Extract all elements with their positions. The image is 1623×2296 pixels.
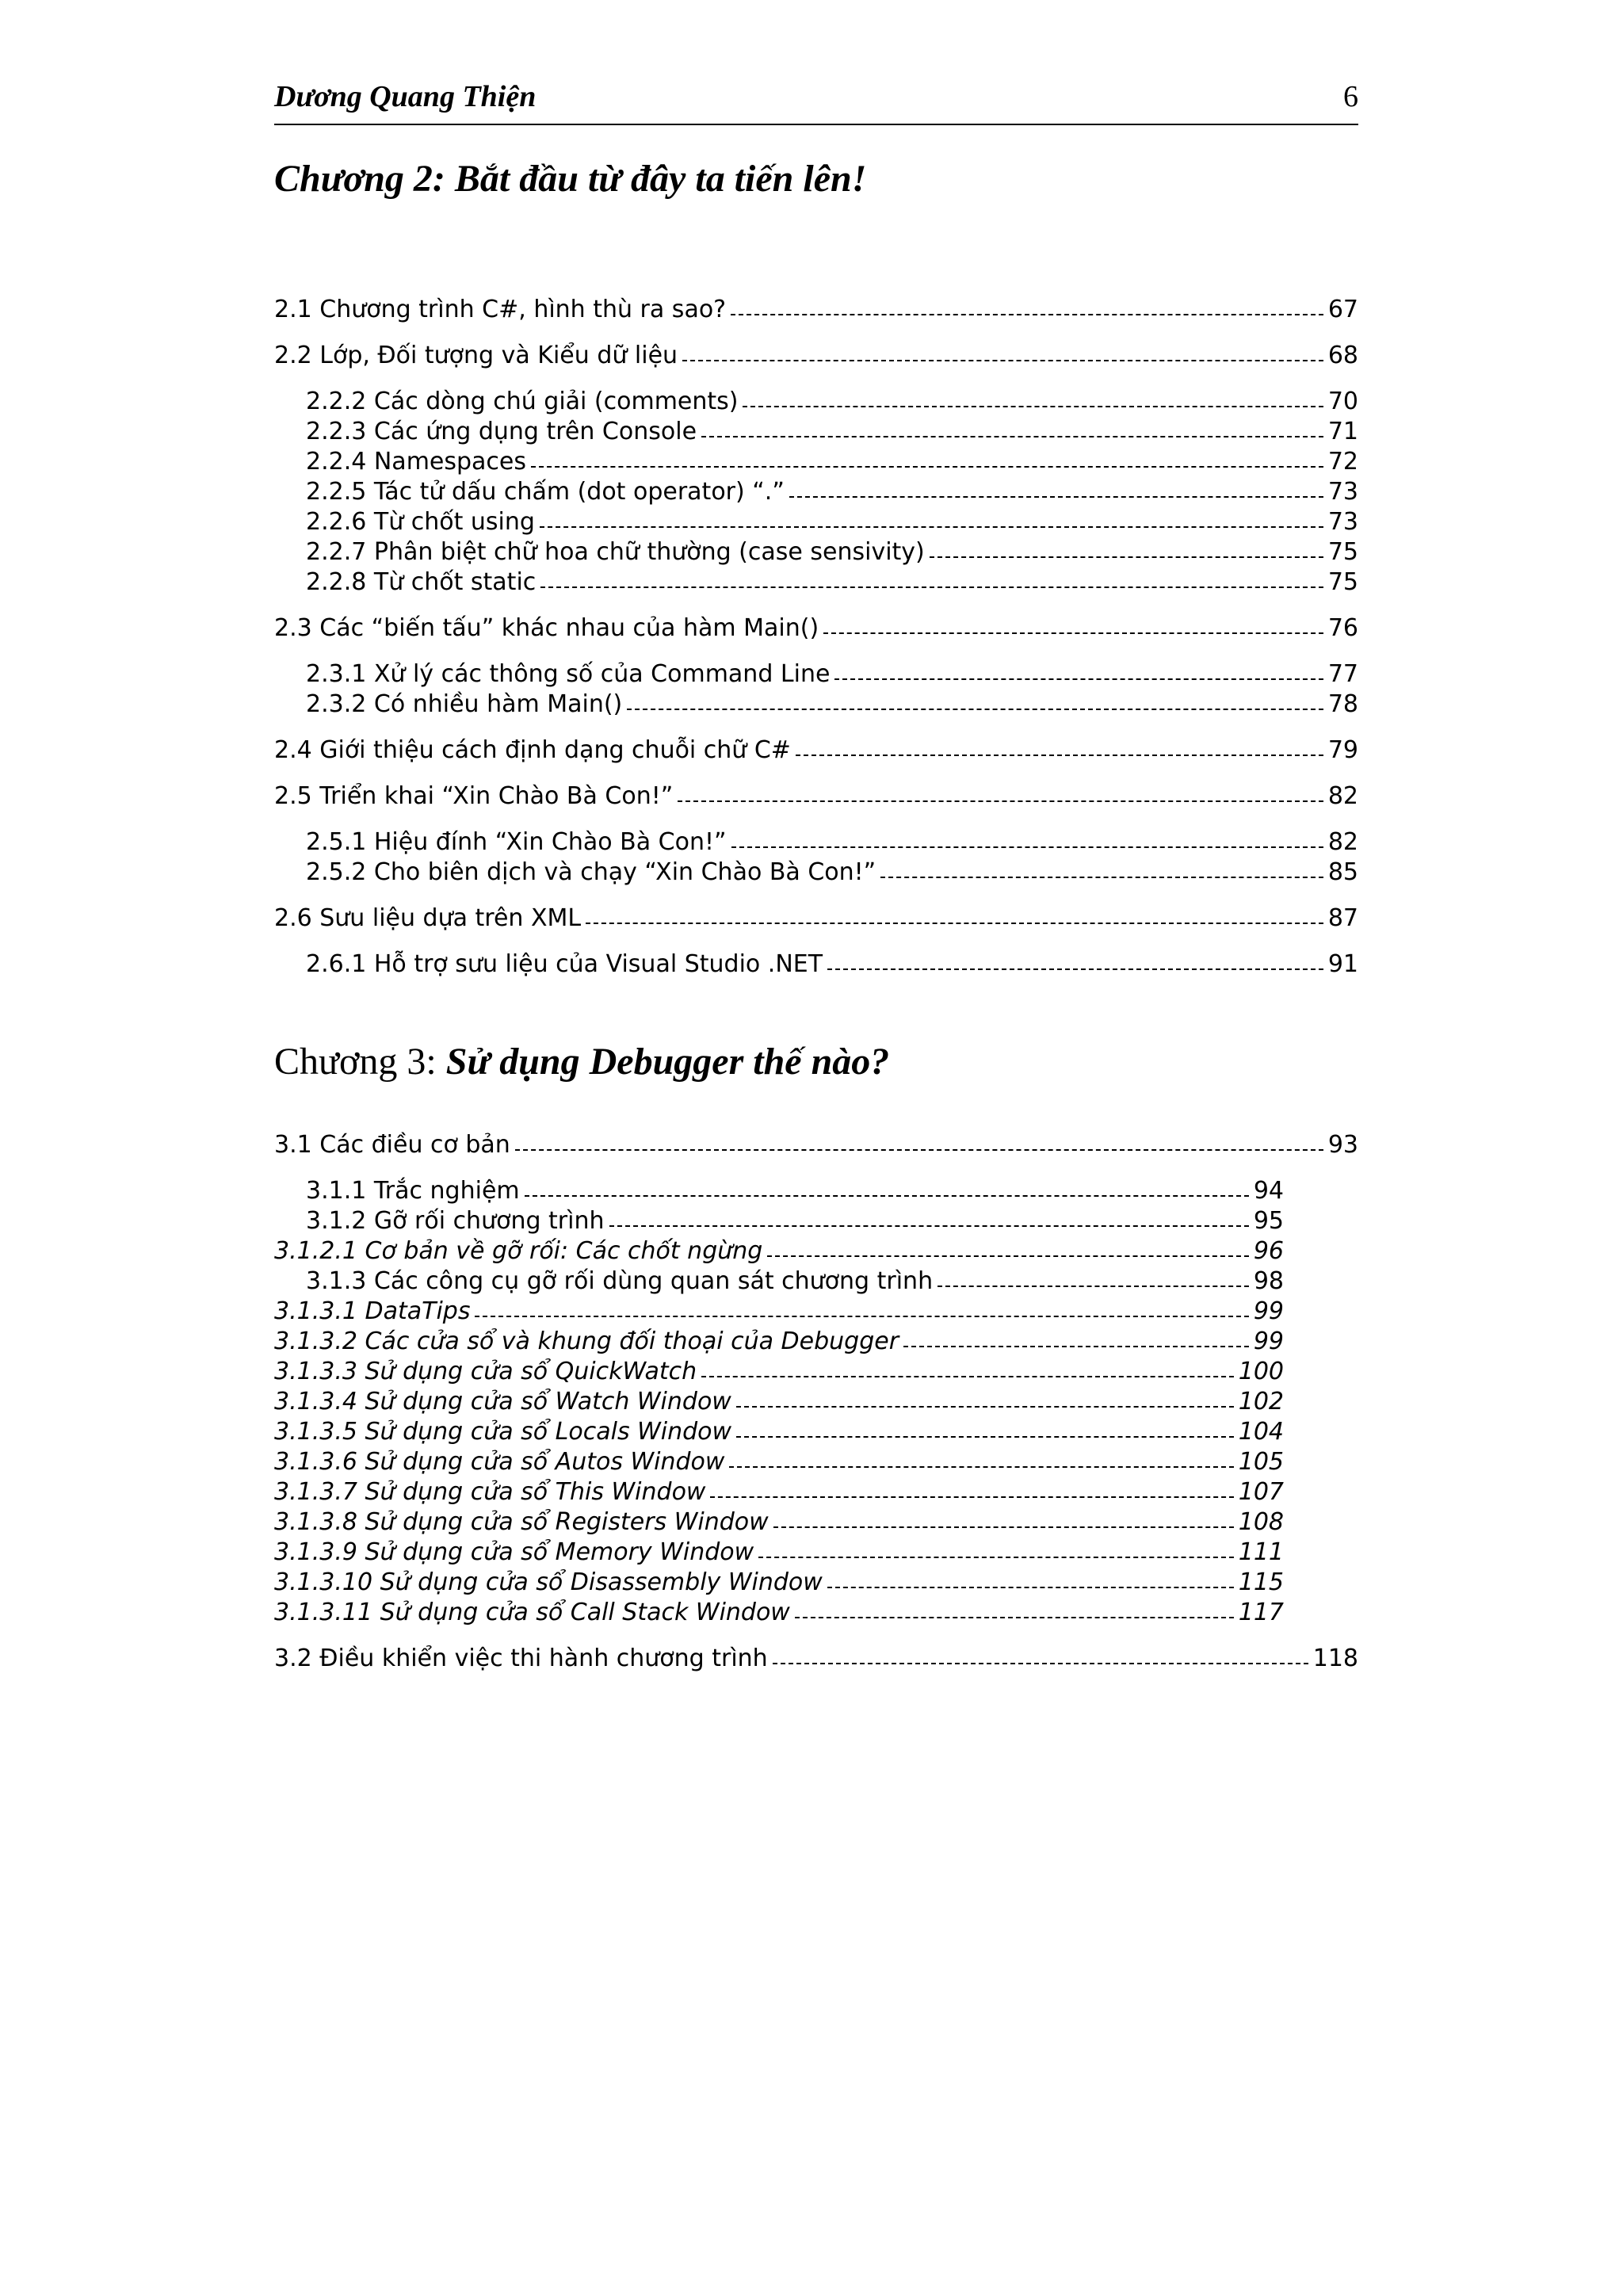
toc-page-number: 100 <box>1238 1358 1284 1385</box>
toc-page-number: 96 <box>1253 1237 1284 1265</box>
toc-page-number: 73 <box>1327 508 1358 536</box>
toc-entry[interactable]: 2.2.6 Từ chốt using 73 <box>306 508 1358 536</box>
toc-page-number: 117 <box>1238 1599 1284 1626</box>
toc-entry[interactable]: 2.2.2 Các dòng chú giải (comments) 70 <box>306 388 1358 415</box>
dot-leader <box>736 1406 1234 1408</box>
toc-page-number: 67 <box>1327 296 1358 323</box>
toc-page-number: 82 <box>1327 828 1358 856</box>
dot-leader <box>930 556 1323 558</box>
toc-page-number: 85 <box>1327 858 1358 886</box>
toc-entry[interactable]: 2.5.2 Cho biên dịch và chạy “Xin Chào Bà Con!” 85 <box>306 858 1358 886</box>
toc-entry[interactable]: 2.6.1 Hỗ trợ sưu liệu của Visual Studio .NET 91 <box>306 950 1358 978</box>
dot-leader <box>710 1496 1233 1498</box>
toc-page-number: 71 <box>1327 418 1358 445</box>
dot-leader <box>773 1526 1234 1528</box>
toc-page-number: 105 <box>1238 1448 1284 1476</box>
toc-entry[interactable]: 3.1.3 Các công cụ gỡ rối dùng quan sát chương trình 98 <box>306 1267 1284 1295</box>
toc-page-number: 107 <box>1238 1478 1284 1506</box>
chapter-2-title: Chương 2: Bắt đầu từ đây ta tiến lên! <box>274 158 867 200</box>
dot-leader <box>731 314 1323 315</box>
dot-leader <box>609 1225 1249 1227</box>
toc-page-number: 115 <box>1238 1568 1284 1596</box>
toc-page-number: 102 <box>1238 1388 1284 1415</box>
dot-leader <box>701 1376 1234 1377</box>
dot-leader <box>938 1286 1249 1287</box>
toc-entry[interactable]: 3.1.2.1 Cơ bản về gỡ rối: Các chốt ngừng 96 <box>274 1237 1284 1265</box>
toc-page-number: 98 <box>1253 1267 1284 1295</box>
toc-page-number: 72 <box>1327 448 1358 476</box>
toc-page-number: 108 <box>1238 1508 1284 1536</box>
toc-entry[interactable]: 3.1.3.11 Sử dụng cửa sổ Call Stack Window 117 <box>274 1599 1284 1626</box>
dot-leader <box>773 1663 1308 1664</box>
toc-entry[interactable]: 2.3.1 Xử lý các thông số của Command Line 77 <box>306 660 1358 688</box>
toc-page-number: 76 <box>1327 614 1358 642</box>
dot-leader <box>743 406 1323 407</box>
toc-page-number: 91 <box>1327 950 1358 978</box>
dot-leader <box>823 632 1323 634</box>
toc-entry[interactable]: 3.2 Điều khiển việc thi hành chương trình 118 <box>274 1645 1358 1672</box>
page-header <box>274 76 1358 125</box>
toc-page-number: 70 <box>1327 388 1358 415</box>
toc-entry[interactable]: 3.1.3.4 Sử dụng cửa sổ Watch Window 102 <box>274 1388 1284 1415</box>
chapter-3-title <box>274 1040 889 1084</box>
toc-entry[interactable]: 2.2 Lớp, Đối tượng và Kiểu dữ liệu 68 <box>274 342 1358 369</box>
page-number: 6 <box>1343 80 1358 113</box>
toc-page-number: 75 <box>1327 538 1358 566</box>
toc-entry[interactable]: 2.3 Các “biến tấu” khác nhau của hàm Main() 76 <box>274 614 1358 642</box>
toc-page-number: 99 <box>1253 1297 1284 1325</box>
author-name: Dương Quang Thiện <box>274 80 537 113</box>
toc-entry[interactable]: 3.1.3.10 Sử dụng cửa sổ Disassembly Window 115 <box>274 1568 1284 1596</box>
toc-page-number: 118 <box>1312 1645 1358 1672</box>
dot-leader <box>678 800 1323 802</box>
dot-leader <box>525 1195 1249 1197</box>
toc-entry[interactable]: 3.1.3.6 Sử dụng cửa sổ Autos Window 105 <box>274 1448 1284 1476</box>
toc-entry[interactable]: 2.3.2 Có nhiều hàm Main() 78 <box>306 690 1358 718</box>
chapter-3-prefix: Chương 3: <box>274 1041 446 1083</box>
toc-entry[interactable]: 2.4 Giới thiệu cách định dạng chuỗi chữ C# 79 <box>274 736 1358 764</box>
toc-page-number: 93 <box>1327 1131 1358 1159</box>
dot-leader <box>736 1436 1234 1438</box>
dot-leader <box>531 466 1323 468</box>
dot-leader <box>834 678 1323 680</box>
toc-entry[interactable]: 3.1.3.8 Sử dụng cửa sổ Registers Window 108 <box>274 1508 1284 1536</box>
dot-leader <box>827 968 1323 970</box>
toc-entry[interactable]: 2.5.1 Hiệu đính “Xin Chào Bà Con!” 82 <box>306 828 1358 856</box>
dot-leader <box>767 1255 1249 1257</box>
dot-leader <box>515 1149 1323 1151</box>
chapter-3-title-emphasis: Sử dụng Debugger thế nào? <box>445 1041 890 1083</box>
dot-leader <box>540 526 1323 528</box>
toc-entry[interactable]: 3.1.3.1 DataTips 99 <box>274 1297 1284 1325</box>
toc-entry[interactable]: 3.1.2 Gỡ rối chương trình 95 <box>306 1207 1284 1235</box>
toc-entry[interactable]: 2.2.3 Các ứng dụng trên Console 71 <box>306 418 1358 445</box>
toc-entry[interactable]: 2.6 Sưu liệu dựa trên XML 87 <box>274 904 1358 932</box>
toc-entry[interactable]: 2.5 Triển khai “Xin Chào Bà Con!” 82 <box>274 782 1358 810</box>
toc-entry[interactable]: 3.1.3.5 Sử dụng cửa sổ Locals Window 104 <box>274 1418 1284 1446</box>
toc-page-number: 111 <box>1238 1538 1284 1566</box>
toc-entry[interactable]: 3.1.1 Trắc nghiệm 94 <box>306 1177 1284 1205</box>
dot-leader <box>682 360 1323 361</box>
toc-page-number: 68 <box>1327 342 1358 369</box>
toc-entry[interactable]: 3.1.3.2 Các cửa sổ và khung đối thoại của Debugger 99 <box>274 1328 1284 1355</box>
toc-entry[interactable]: 2.1 Chương trình C#, hình thù ra sao? 67 <box>274 296 1358 323</box>
dot-leader <box>586 923 1323 924</box>
toc-page-number: 77 <box>1327 660 1358 688</box>
toc-page-number: 104 <box>1238 1418 1284 1446</box>
dot-leader <box>758 1557 1234 1558</box>
toc-entry[interactable]: 2.2.4 Namespaces 72 <box>306 448 1358 476</box>
dot-leader <box>475 1316 1248 1317</box>
toc-entry[interactable]: 2.2.7 Phân biệt chữ hoa chữ thường (case sensivity) 75 <box>306 538 1358 566</box>
toc-page-number: 78 <box>1327 690 1358 718</box>
toc-entry[interactable]: 3.1.3.7 Sử dụng cửa sổ This Window 107 <box>274 1478 1284 1506</box>
dot-leader <box>903 1346 1249 1347</box>
dot-leader <box>729 1466 1233 1468</box>
toc-entry[interactable]: 3.1.3.9 Sử dụng cửa sổ Memory Window 111 <box>274 1538 1284 1566</box>
toc-entry[interactable]: 3.1.3.3 Sử dụng cửa sổ QuickWatch 100 <box>274 1358 1284 1385</box>
dot-leader <box>880 877 1323 878</box>
toc-page-number: 79 <box>1327 736 1358 764</box>
dot-leader <box>627 709 1323 710</box>
toc-entry[interactable]: 2.2.8 Từ chốt static 75 <box>306 568 1358 596</box>
toc-entry[interactable]: 2.2.5 Tác tử dấu chấm (dot operator) “.” 73 <box>306 478 1358 506</box>
toc-page-number: 73 <box>1327 478 1358 506</box>
toc-entry[interactable]: 3.1 Các điều cơ bản 93 <box>274 1131 1358 1159</box>
toc-page-number: 87 <box>1327 904 1358 932</box>
toc-page-number: 99 <box>1253 1328 1284 1355</box>
dot-leader <box>731 846 1323 848</box>
dot-leader <box>796 755 1323 756</box>
dot-leader <box>795 1617 1234 1618</box>
dot-leader <box>789 496 1323 498</box>
toc-page-number: 75 <box>1327 568 1358 596</box>
dot-leader <box>827 1587 1234 1588</box>
dot-leader <box>701 436 1323 437</box>
dot-leader <box>540 586 1323 588</box>
toc-page-number: 95 <box>1253 1207 1284 1235</box>
toc-page-number: 82 <box>1327 782 1358 810</box>
toc-page-number: 94 <box>1253 1177 1284 1205</box>
